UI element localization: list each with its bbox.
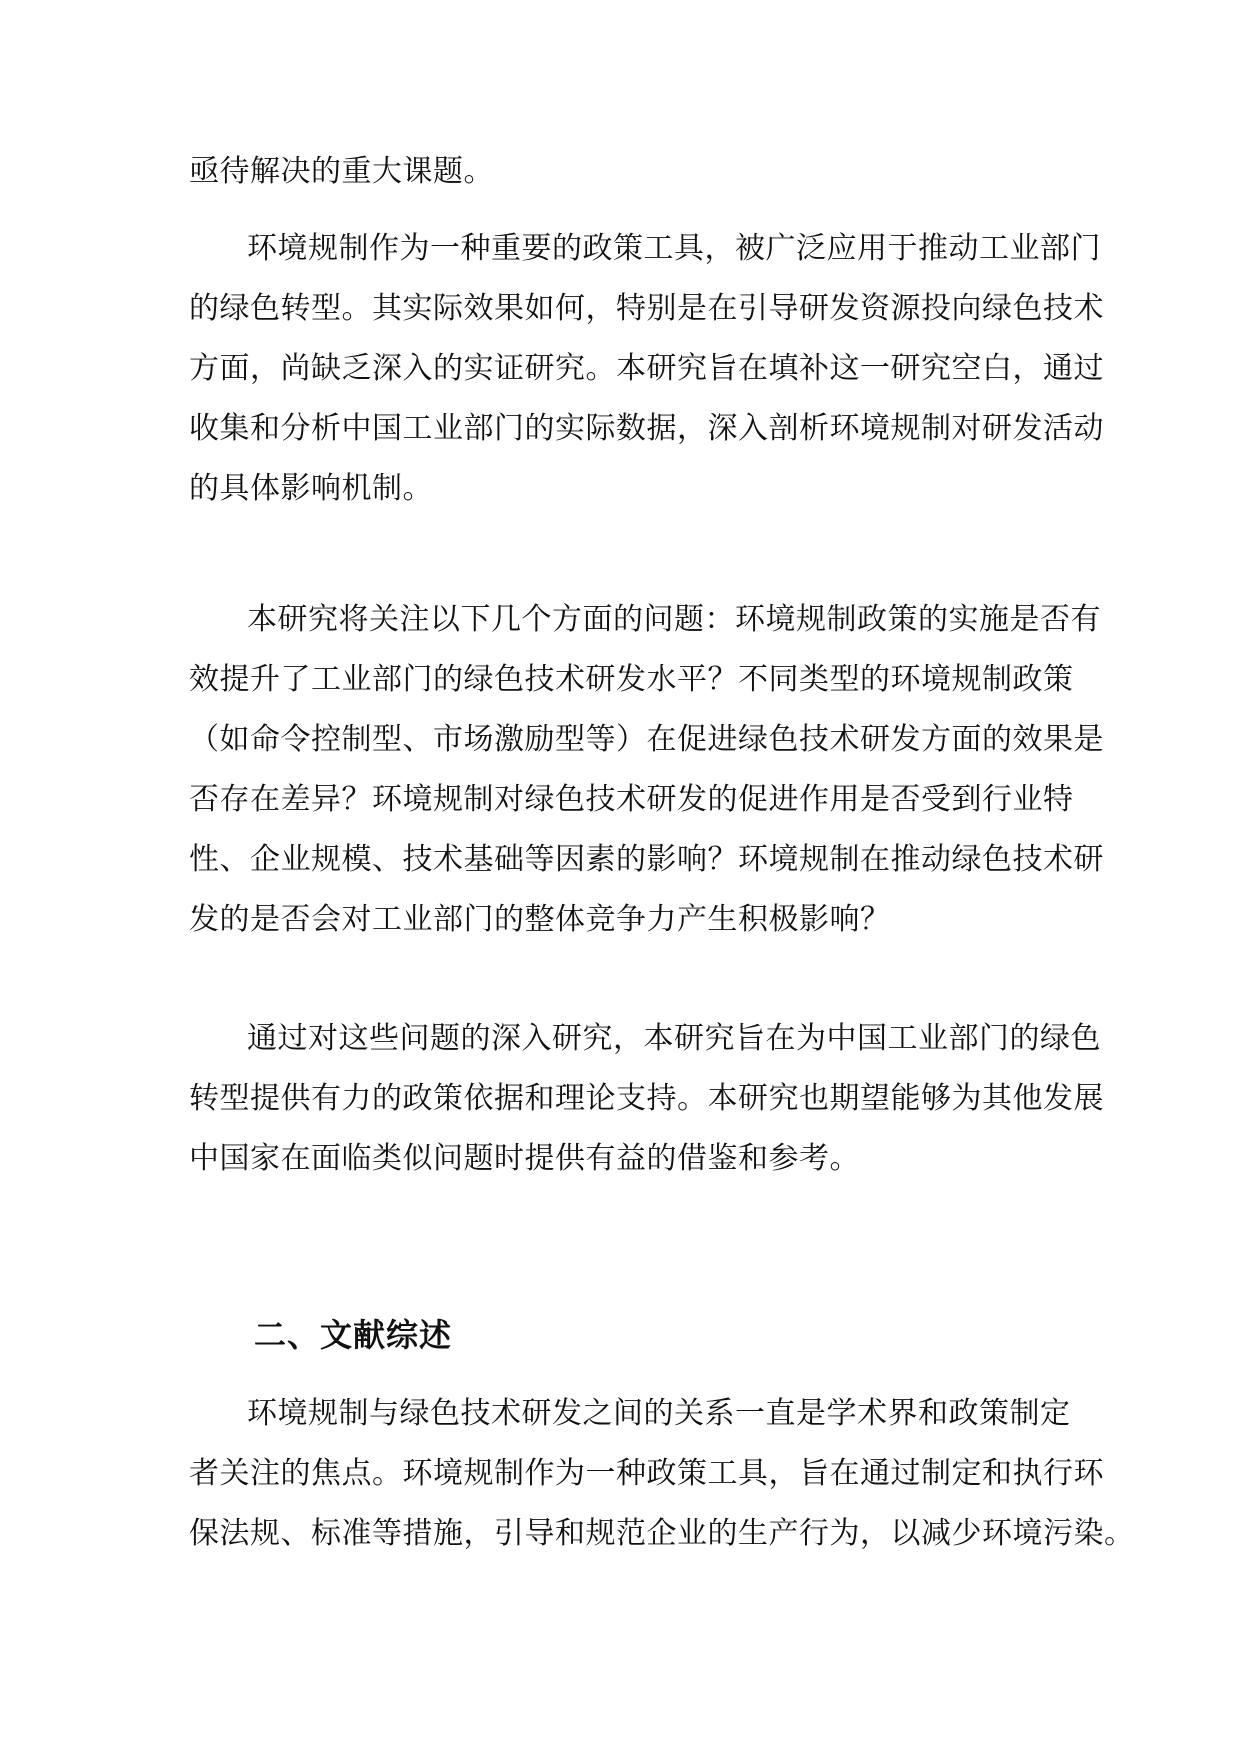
text-line: 性、企业规模、技术基础等因素的影响？环境规制在推动绿色技术研 (189, 842, 1104, 877)
text-line: 收集和分析中国工业部门的实际数据，深入剖析环境规制对研发活动 (189, 411, 1104, 446)
text-line: 保法规、标准等措施，引导和规范企业的生产行为，以减少环境污染。 (189, 1516, 1135, 1551)
text-line: 的具体影响机制。 (189, 471, 433, 506)
text-line: 者关注的焦点。环境规制作为一种政策工具，旨在通过制定和执行环 (189, 1456, 1104, 1491)
text-line: 中国家在面临类似问题时提供有益的借鉴和参考。 (189, 1141, 860, 1176)
text-line: 方面，尚缺乏深入的实证研究。本研究旨在填补这一研究空白，通过 (189, 351, 1104, 386)
paragraph-first-line: 本研究将关注以下几个方面的问题：环境规制政策的实施是否有 (247, 602, 1101, 637)
paragraph-first-line: 环境规制与绿色技术研发之间的关系一直是学术界和政策制定 (247, 1396, 1071, 1431)
text-line: 亟待解决的重大课题。 (189, 154, 494, 189)
paragraph-first-line: 环境规制作为一种重要的政策工具，被广泛应用于推动工业部门 (247, 231, 1101, 266)
section-heading: 二、文献综述 (254, 1316, 453, 1354)
text-line: （如命令控制型、市场激励型等）在促进绿色技术研发方面的效果是 (189, 722, 1104, 757)
text-line: 否存在差异？环境规制对绿色技术研发的促进作用是否受到行业特 (189, 782, 1074, 817)
paragraph-first-line: 通过对这些问题的深入研究，本研究旨在为中国工业部门的绿色 (247, 1021, 1101, 1056)
text-line: 效提升了工业部门的绿色技术研发水平？不同类型的环境规制政策 (189, 662, 1074, 697)
text-line: 发的是否会对工业部门的整体竞争力产生积极影响？ (189, 902, 891, 937)
text-line: 转型提供有力的政策依据和理论支持。本研究也期望能够为其他发展 (189, 1081, 1104, 1116)
text-line: 的绿色转型。其实际效果如何，特别是在引导研发资源投向绿色技术 (189, 291, 1104, 326)
